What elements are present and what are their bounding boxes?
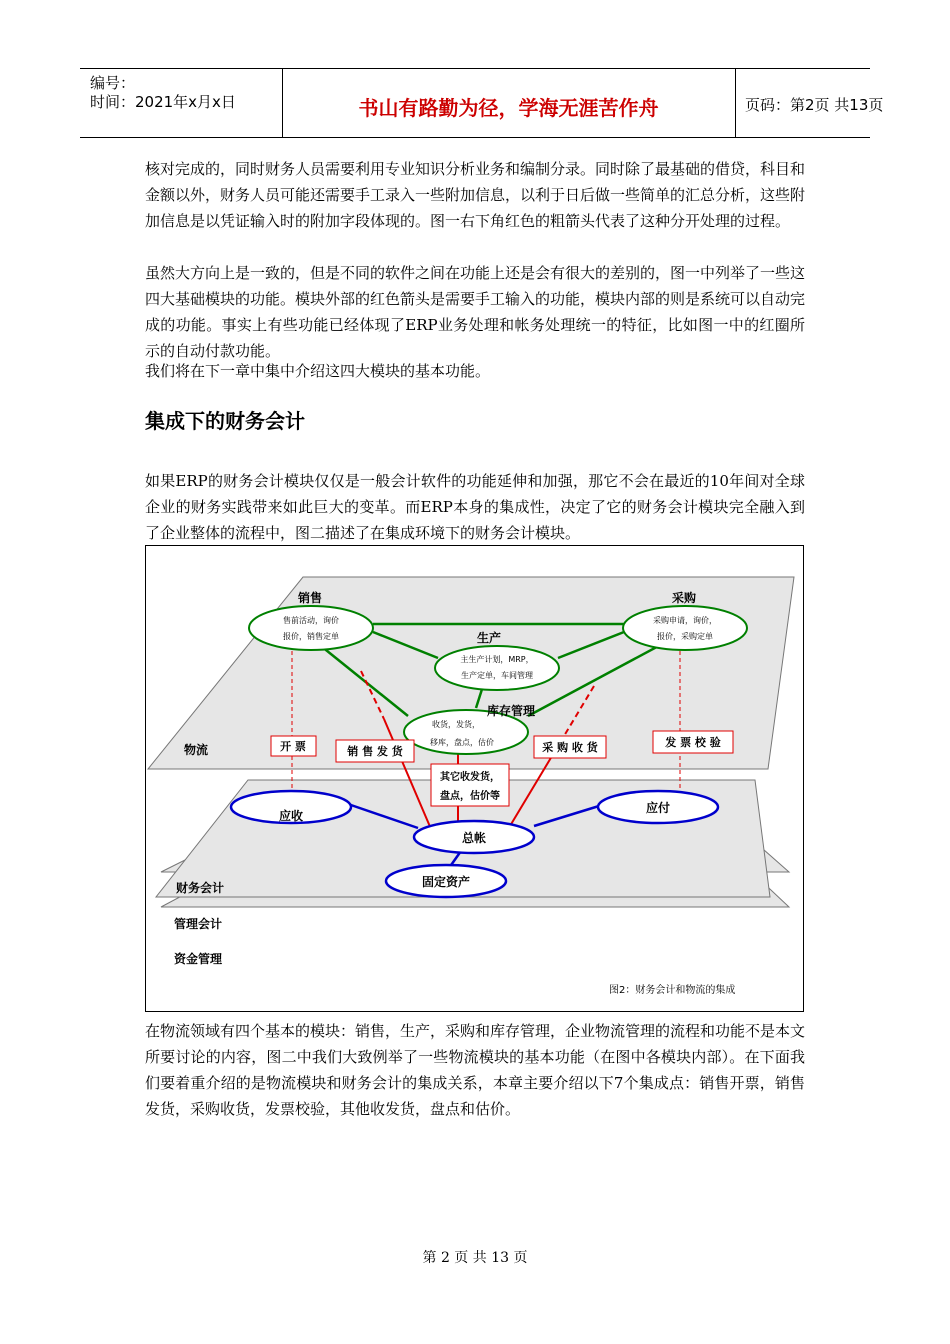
inventory-line2: 移库，盘点，估价	[430, 738, 494, 747]
logistics-layer-label: 物流	[184, 743, 209, 757]
receivable-label: 应收	[278, 809, 304, 823]
general-ledger-node	[414, 821, 534, 853]
sales-delivery-box	[336, 740, 414, 762]
other-movements-box	[431, 764, 509, 806]
figure-caption: 图2：财务会计和物流的集成	[609, 985, 736, 996]
treasury-layer-label: 资金管理	[174, 952, 223, 966]
figure-2	[145, 545, 804, 1012]
sales-title: 销售	[298, 591, 323, 605]
production-line2: 生产定单，车间管理	[461, 671, 533, 680]
purchasing-line2: 报价，采购定单	[657, 632, 713, 641]
other-movements-line1: 其它收发货，	[440, 772, 500, 783]
purchase-receipt-label: 采 购 收 货	[542, 741, 598, 754]
paragraph-2: 虽然大方向上是一致的，但是不同的软件之间在功能上还是会有很大的差别的，图一中列举了一些这四大基础模块的功能。模块外部的红色箭头是需要手工输入的功能，模块内部的则是系统可以自动完成的功能。事实上有些功能已经体现了ERP业务处理和帐务处理统一的特征，比如图一中的红圈所示的自动付款功能。	[145, 264, 806, 360]
document-number-label: 编号：	[90, 74, 136, 92]
page-footer: 第 2 页 共 13 页	[422, 1250, 528, 1266]
other-movements-line2: 盘点，估价等	[440, 791, 500, 802]
fixed-assets-label: 固定资产	[421, 875, 471, 889]
integration-diagram	[146, 546, 803, 1011]
purchasing-line1: 采购申请，询价，	[653, 616, 717, 625]
sales-line2: 报价，销售定单	[283, 632, 339, 641]
paragraph-3: 我们将在下一章中集中介绍这四大模块的基本功能。	[145, 362, 491, 380]
financial-accounting-layer-label: 财务会计	[176, 881, 225, 895]
production-line1: 主生产计划，MRP，	[460, 655, 534, 664]
fixed-assets-node	[386, 865, 506, 897]
header-right-cell	[735, 69, 884, 137]
inventory-title: 库存管理	[487, 704, 536, 718]
header-motto: 书山有路勤为径，学海无涯苦作舟	[358, 96, 659, 120]
purchase-receipt-box	[534, 736, 606, 758]
header-left-cell	[80, 69, 283, 137]
document-time-label: 时间：2021年x月x日	[90, 93, 236, 111]
production-title: 生产	[477, 631, 502, 645]
section-heading: 集成下的财务会计	[145, 409, 305, 433]
invoice-verification-box	[653, 731, 733, 753]
sales-delivery-label: 销 售 发 货	[347, 745, 403, 758]
receivable-node	[231, 791, 351, 823]
invoice-verification-label: 发 票 校 验	[665, 736, 721, 749]
inventory-line1: 收货，发货，	[432, 720, 480, 729]
sales-line1: 售前活动，询价	[283, 616, 339, 625]
header-page-info: 页码：第2页 共13页	[745, 96, 884, 114]
invoicing-label: 开 票	[280, 740, 306, 753]
payable-label: 应付	[645, 801, 671, 815]
payable-node	[598, 791, 718, 823]
purchasing-title: 采购	[672, 591, 697, 605]
paragraph-4: 如果ERP的财务会计模块仅仅是一般会计软件的功能延伸和加强，那它不会在最近的10年间对全球企业的财务实践带来如此巨大的变革。而ERP本身的集成性，决定了它的财务会计模块完全融入到了企业整体的流程中，图二描述了在集成环境下的财务会计模块。	[145, 472, 805, 542]
header-center-cell	[282, 69, 736, 137]
paragraph-1: 核对完成的，同时财务人员需要利用专业知识分析业务和编制分录。同时除了最基础的借贷，科目和金额以外，财务人员可能还需要手工录入一些附加信息，以利于日后做一些简单的汇总分析，这些附加信息是以凭证输入时的附加字段体现的。图一右下角红色的粗箭头代表了这种分开处理的过程。	[145, 160, 806, 230]
management-accounting-layer-label: 管理会计	[174, 917, 223, 931]
paragraph-5: 在物流领域有四个基本的模块：销售，生产，采购和库存管理，企业物流管理的流程和功能不是本文所要讨论的内容，图二中我们大致例举了一些物流模块的基本功能（在图中各模块内部）。在下面我们要着重介绍的是物流模块和财务会计的集成关系，本章主要介绍以下7个集成点：销售开票，销售发货，采购收货，发票校验，其他收发货，盘点和估价。	[145, 1022, 806, 1118]
invoicing-box	[271, 736, 316, 756]
general-ledger-label: 总帐	[461, 831, 487, 845]
page-header	[80, 68, 884, 138]
